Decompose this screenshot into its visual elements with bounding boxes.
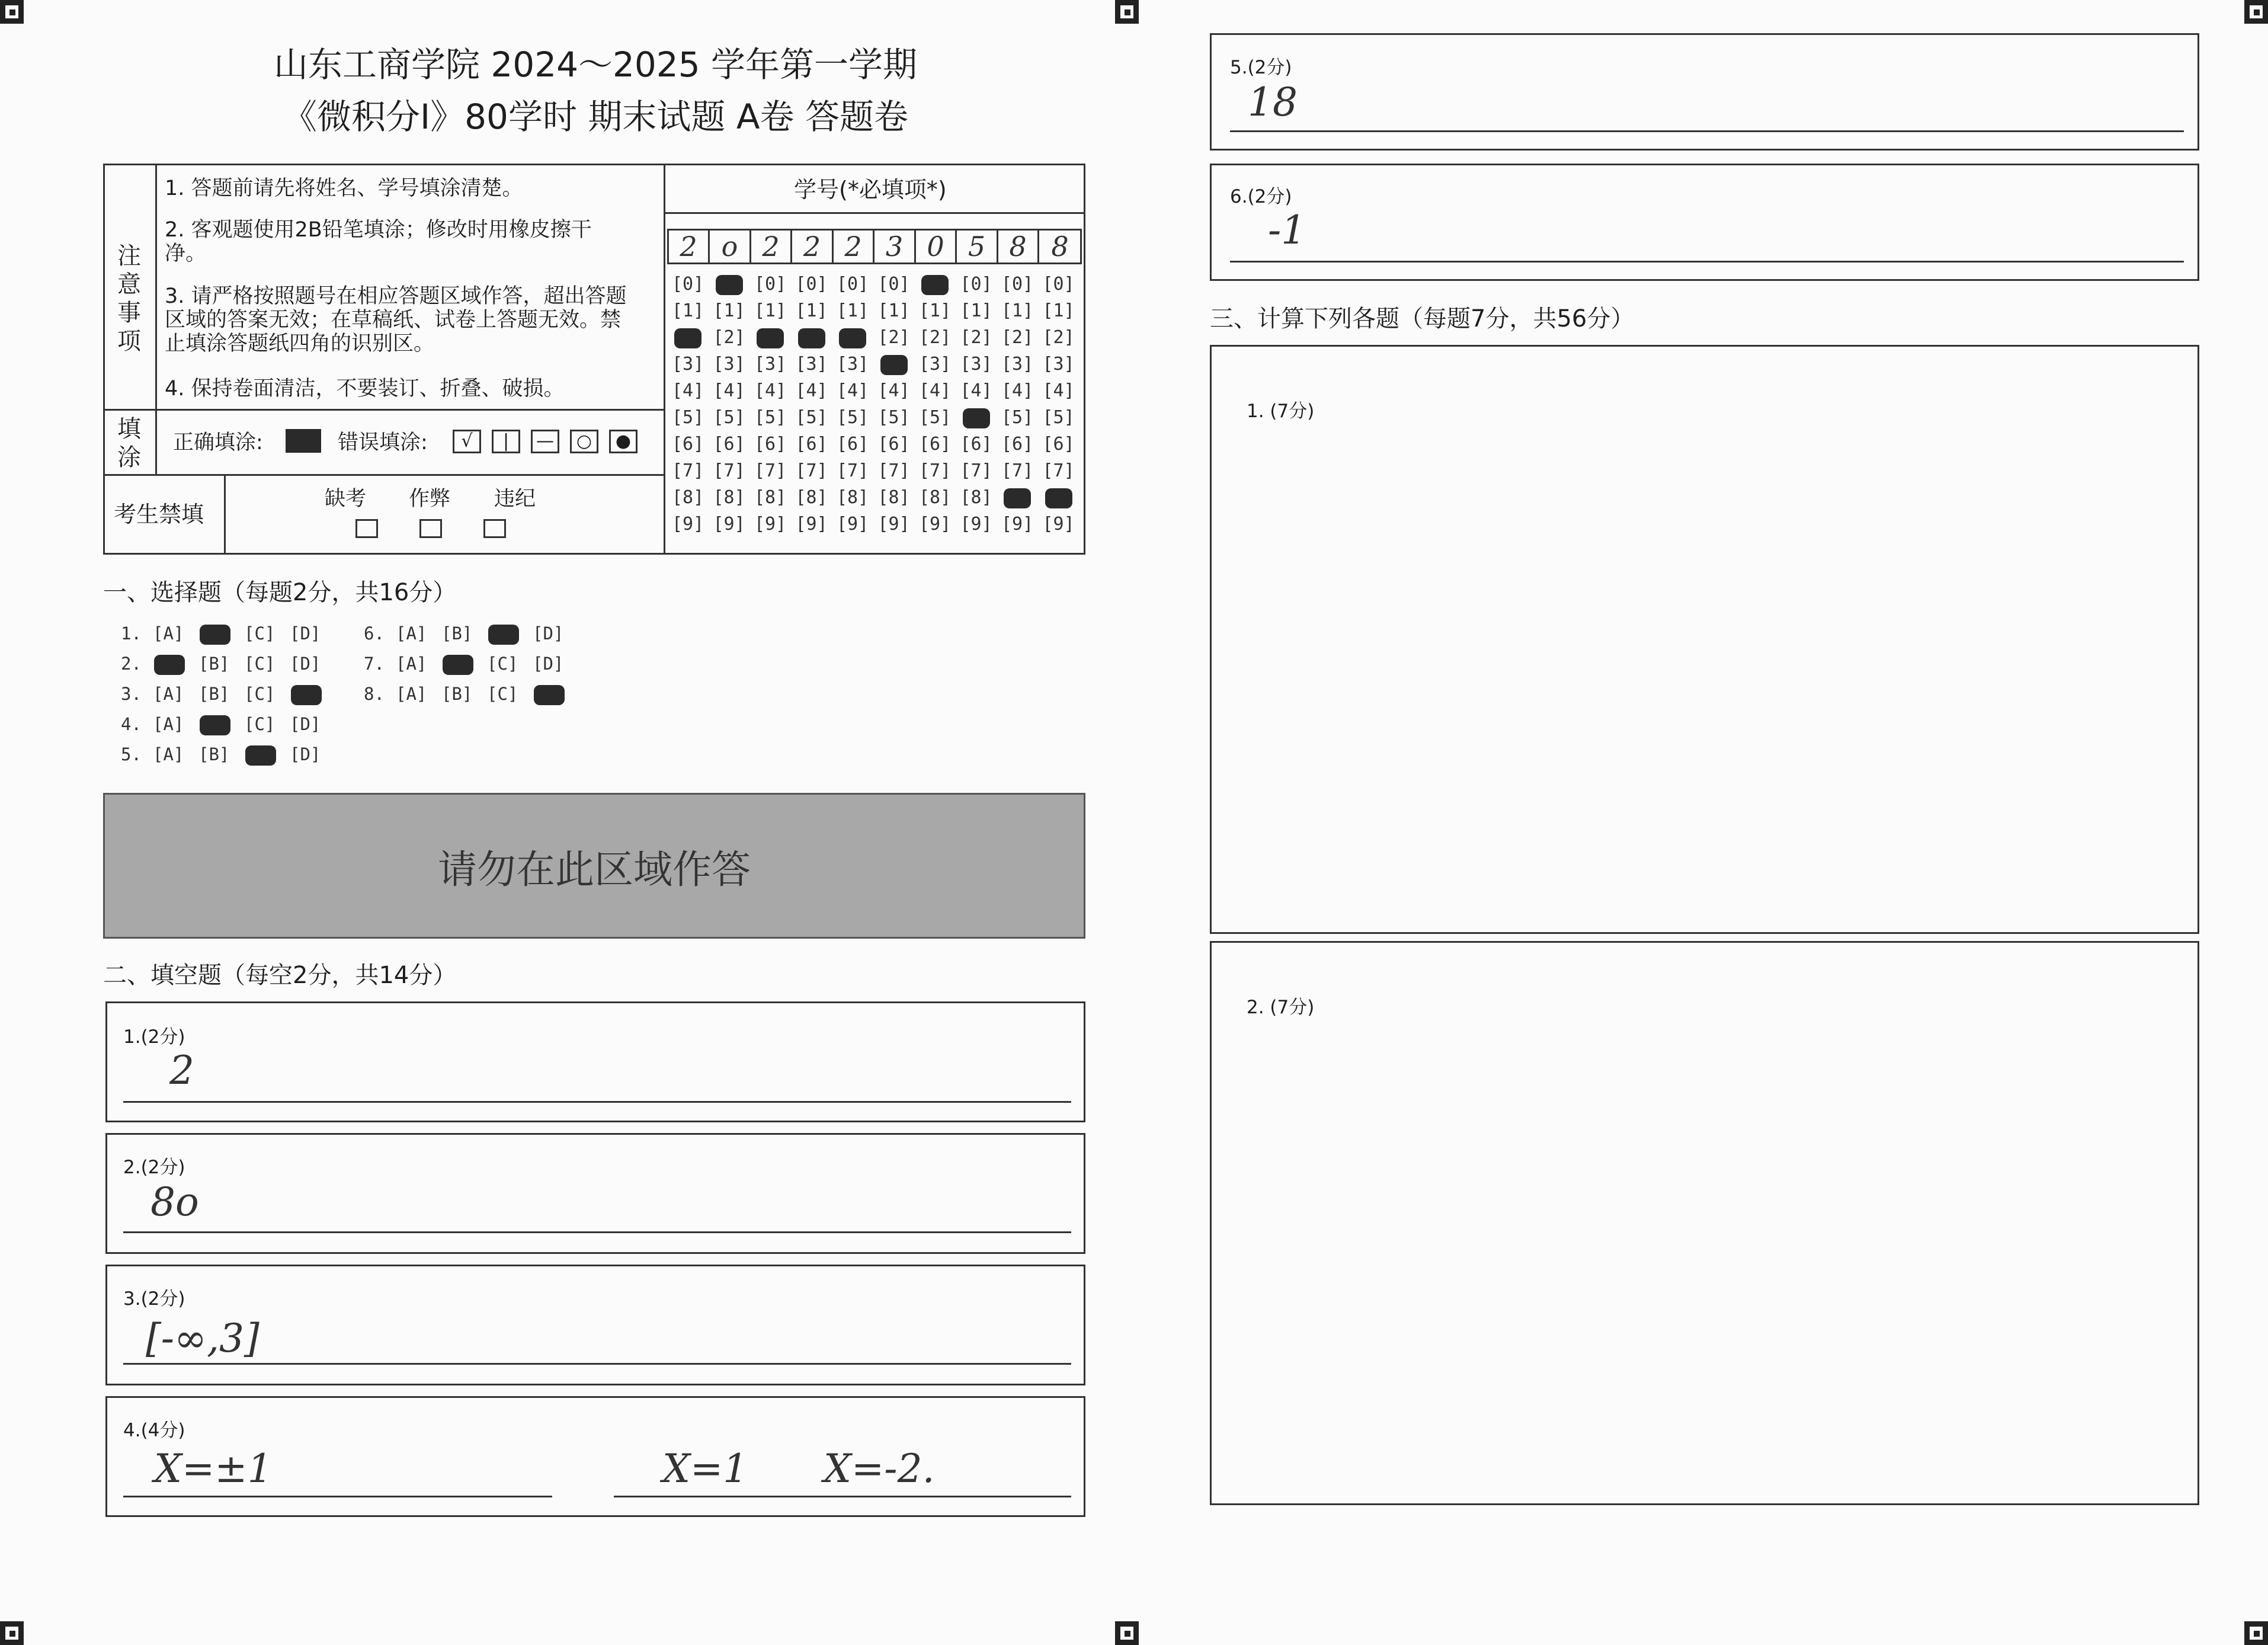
student-id-bubble[interactable]: [2] [713,327,745,348]
student-id-bubble[interactable]: [6] [877,434,910,455]
mcq-option[interactable]: [C] [487,654,518,674]
student-id-bubble[interactable]: [7] [1042,460,1075,481]
fill-blank-q4-label: 4.(4分) [123,1420,185,1441]
fill-blank-q3-label: 3.(2分) [123,1288,185,1310]
mcq-option-filled[interactable] [200,625,230,645]
mcq-option-filled[interactable] [245,745,276,766]
student-id-bubble[interactable]: [6] [1001,434,1034,455]
mcq-option[interactable]: [B] [198,684,230,704]
student-id-bubble-filled[interactable] [798,328,825,348]
mcq-option[interactable]: [C] [487,684,518,704]
mcq-option[interactable]: [A] [153,744,184,764]
proctor-cheat-checkbox[interactable] [419,519,442,538]
student-id-bubble[interactable]: [9] [713,514,745,535]
student-id-digit-cell: 2 [834,230,874,263]
mcq-question-number: 2. [121,654,142,674]
corner-mark-top-middle [1115,0,1139,24]
proctor-violation-checkbox[interactable] [483,519,506,538]
wrong-fill-dot: ● [609,430,638,453]
student-id-bubble[interactable]: [4] [960,380,992,401]
student-id-bubble[interactable]: [6] [672,434,704,455]
fill-blank-q1-box[interactable] [105,1001,1085,1122]
proctor-label: 考生禁填 [114,501,204,527]
mcq-option[interactable]: [D] [533,623,564,644]
wrong-fill-circle: ○ [570,430,598,453]
mcq-option[interactable]: [D] [290,744,321,764]
fill-blank-q6-box[interactable] [1210,164,2199,281]
fill-blank-q5-label: 5.(2分) [1230,57,1292,78]
student-id-bubble[interactable]: [5] [672,407,704,428]
correct-fill-label: 正确填涂: [173,431,263,455]
mcq-question-number: 5. [121,744,142,764]
student-id-bubble[interactable]: [7] [795,460,828,481]
proctor-absent-checkbox[interactable] [355,519,378,538]
section2-title: 二、填空题（每空2分，共14分） [103,962,457,989]
proctor-cheat-label: 作弊 [409,487,451,511]
student-id-bubble[interactable]: [5] [1042,407,1075,428]
student-id-bubble[interactable]: [3] [672,354,704,375]
student-id-bubble[interactable]: [3] [795,354,828,375]
mcq-question-number: 4. [121,714,142,734]
student-id-bubble[interactable]: [2] [1042,327,1075,348]
student-id-bubble[interactable]: [4] [713,380,745,401]
student-id-bubble[interactable]: [1] [795,300,828,321]
mcq-option[interactable]: [B] [198,654,230,674]
student-id-bubble[interactable]: [7] [713,460,745,481]
student-id-bubble-filled[interactable] [963,408,990,428]
mcq-option[interactable]: [A] [396,684,427,704]
exam-title-line1: 山东工商学院 2024～2025 学年第一学期 [273,44,918,85]
student-id-bubble[interactable]: [7] [837,460,869,481]
student-id-bubble[interactable]: [9] [919,514,952,535]
student-id-bubble[interactable]: [9] [1042,514,1075,535]
student-id-digit-cell: 8 [1051,231,1069,263]
student-id-bubble[interactable]: [7] [1001,460,1034,481]
fill-blank-q4-answer-b: X=1 [662,1446,748,1492]
student-id-bubble-filled[interactable] [880,355,908,375]
student-id-bubble[interactable]: [1] [1042,300,1075,321]
student-id-bubble[interactable]: [5] [713,407,745,428]
mcq-option[interactable]: [A] [396,654,427,674]
mcq-question-number: 6. [364,623,385,644]
student-id-bubble[interactable]: [1] [1001,300,1034,321]
student-id-bubble[interactable]: [9] [837,514,869,535]
no-answer-zone: 请勿在此区域作答 [103,793,1085,939]
proctor-absent-label: 缺考 [325,487,367,511]
student-id-bubble-filled[interactable] [839,328,866,348]
mcq-option[interactable]: [B] [441,623,473,644]
student-id-bubble-filled[interactable] [1045,488,1072,508]
student-id-bubble[interactable]: [4] [1042,380,1075,401]
student-id-bubble[interactable]: [9] [1001,514,1034,535]
fill-blank-q5-box[interactable] [1210,33,2199,151]
student-id-bubble[interactable]: [1] [960,300,992,321]
student-id-bubble[interactable]: [3] [754,354,787,375]
notice-item-2: 2. 客观题使用2B铅笔填涂；修改时用橡皮擦干净。 [165,218,592,265]
wrong-fill-label: 错误填涂: [338,431,428,455]
student-id-bubble-filled[interactable] [1004,488,1031,508]
student-id-bubble[interactable]: [2] [877,327,910,348]
student-id-bubble[interactable]: [4] [795,380,828,401]
mcq-option-filled[interactable] [488,625,519,645]
mcq-option[interactable]: [D] [290,654,321,674]
section1-title: 一、选择题（每题2分，共16分） [103,579,457,606]
student-id-bubble-filled[interactable] [921,275,949,295]
student-id-bubble[interactable]: [8] [837,487,869,508]
student-id-bubble[interactable]: [0] [877,274,910,295]
student-id-digit-cell: 2 [669,230,710,263]
calc-q2-box[interactable] [1210,941,2199,1505]
student-id-bubble[interactable]: [6] [1042,434,1075,455]
student-id-bubble[interactable]: [5] [919,407,952,428]
mcq-option[interactable]: [D] [533,654,564,674]
mcq-option-filled[interactable] [291,685,322,705]
proctor-violation-label: 违纪 [494,487,536,511]
mcq-option[interactable]: [C] [244,684,276,704]
correct-fill-sample [286,429,321,453]
student-id-bubble[interactable]: [0] [754,274,787,295]
mcq-option[interactable]: [C] [244,623,276,644]
fill-blank-q2-answer: 8o [150,1179,199,1225]
student-id-digit-cell: 2 [793,230,834,263]
student-id-digit-cell: o [710,230,751,263]
student-id-bubble[interactable]: [3] [960,354,992,375]
corner-mark-bottom-right [2244,1621,2268,1645]
student-id-bubble[interactable]: [3] [1042,354,1075,375]
student-id-bubble[interactable]: [2] [960,327,992,348]
student-id-bubble[interactable]: [7] [672,460,704,481]
mcq-option[interactable]: [B] [198,744,230,764]
student-id-bubble[interactable]: [7] [919,460,952,481]
mcq-option[interactable]: [C] [244,654,276,674]
mcq-option[interactable]: [D] [290,714,321,734]
student-id-bubble[interactable]: [6] [795,434,828,455]
student-id-bubble[interactable]: [1] [672,300,704,321]
student-id-bubble[interactable]: [8] [672,487,704,508]
student-id-bubble[interactable]: [6] [919,434,952,455]
fill-blank-q3-answer: [-∞,3] [146,1316,260,1361]
student-id-bubble-filled[interactable] [674,328,701,348]
student-id-bubble[interactable]: [4] [672,380,704,401]
fill-blank-q4-answer-c: X=-2. [824,1446,935,1492]
mcq-option-filled[interactable] [154,655,185,675]
student-id-bubble[interactable]: [8] [713,487,745,508]
student-id-bubble[interactable]: [1] [837,300,869,321]
corner-mark-top-right [2244,0,2268,24]
exam-title-line2: 《微积分Ⅰ》80学时 期末试题 A卷 答题卷 [283,97,908,137]
mcq-option-filled[interactable] [443,655,473,675]
student-id-label: 学号(*必填项*) [794,177,947,203]
student-id-bubble[interactable]: [6] [960,434,992,455]
student-id-bubble[interactable]: [2] [1001,327,1034,348]
wrong-fill-check: √ [453,430,481,453]
student-id-bubble[interactable]: [0] [672,274,704,295]
mcq-option[interactable]: [C] [244,714,276,734]
fill-blank-q1-answer: 2 [169,1048,194,1093]
student-id-bubble[interactable]: [3] [919,354,952,375]
student-id-bubble[interactable]: [5] [754,407,787,428]
student-id-bubble[interactable]: [1] [754,300,787,321]
student-id-bubble[interactable]: [4] [754,380,787,401]
fill-blank-q2-box[interactable] [105,1133,1085,1254]
fill-blank-q4-answer-a: X=±1 [154,1446,273,1492]
student-id-bubble[interactable]: [8] [919,487,952,508]
student-id-bubble[interactable]: [7] [877,460,910,481]
calc-q1-label: 1. (7分) [1247,401,1315,422]
student-id-bubble-filled[interactable] [716,275,743,295]
student-id-bubble[interactable]: [7] [960,460,992,481]
mcq-option[interactable]: [A] [153,714,184,734]
student-id-bubble[interactable]: [1] [713,300,745,321]
student-id-bubble[interactable]: [8] [960,487,992,508]
student-id-bubble[interactable]: [9] [754,514,787,535]
mcq-question-number: 3. [121,684,142,704]
student-id-bubble[interactable]: [9] [795,514,828,535]
student-id-bubble[interactable]: [3] [1001,354,1034,375]
student-id-bubble[interactable]: [4] [1001,380,1034,401]
mcq-option[interactable]: [B] [441,684,473,704]
student-id-bubble[interactable]: [8] [877,487,910,508]
fill-blank-q6-label: 6.(2分) [1230,186,1292,207]
student-id-bubble[interactable]: [5] [877,407,910,428]
mcq-question-number: 7. [364,654,385,674]
student-id-bubble[interactable]: [4] [919,380,952,401]
corner-mark-bottom-left [0,1621,24,1645]
student-id-bubble[interactable]: [3] [837,354,869,375]
student-id-bubble[interactable]: [0] [1001,274,1034,295]
notice-side-label: 注意事项 [117,242,141,355]
fill-blank-q5-answer: 18 [1248,79,1298,125]
wrong-fill-dash: — [531,430,559,453]
mcq-option-filled[interactable] [200,715,230,735]
notice-item-1: 1. 答题前请先将姓名、学号填涂清楚。 [165,177,523,200]
notice-item-4: 4. 保持卷面清洁，不要装订、折叠、破损。 [165,377,565,401]
student-id-bubble[interactable]: [1] [877,300,910,321]
mcq-option[interactable]: [A] [153,684,184,704]
calc-q1-box[interactable] [1210,345,2199,934]
mcq-option[interactable]: [A] [153,623,184,644]
mcq-option-filled[interactable] [534,685,565,705]
student-id-bubble[interactable]: [3] [713,354,745,375]
student-id-digit-cell: 3 [875,230,916,263]
student-id-bubble[interactable]: [6] [837,434,869,455]
student-id-bubble[interactable]: [8] [795,487,828,508]
calc-q2-label: 2. (7分) [1247,997,1315,1018]
student-id-bubble[interactable]: [4] [877,380,910,401]
student-id-bubble[interactable]: [5] [1001,407,1034,428]
student-id-bubble[interactable]: [7] [754,460,787,481]
section3-title: 三、计算下列各题（每题7分，共56分） [1210,305,1635,332]
student-id-digit-cell: 5 [957,230,998,263]
corner-mark-top-left [0,0,24,24]
mcq-option[interactable]: [A] [396,623,427,644]
student-id-bubble[interactable]: [4] [837,380,869,401]
student-id-bubble[interactable]: [0] [837,274,869,295]
wrong-fill-bar: | [492,430,520,453]
fill-blank-q2-label: 2.(2分) [123,1157,185,1178]
student-id-digit-cell: 0 [916,230,957,263]
corner-mark-bottom-middle [1115,1621,1139,1645]
mcq-option[interactable]: [D] [290,623,321,644]
student-id-bubble-filled[interactable] [757,328,784,348]
student-id-bubble[interactable]: [8] [754,487,787,508]
student-id-bubble[interactable]: [1] [919,300,952,321]
student-id-bubble[interactable]: [0] [795,274,828,295]
fill-blank-q1-label: 1.(2分) [123,1026,185,1048]
student-id-bubble[interactable]: [6] [713,434,745,455]
student-id-digit-cell: 2 [751,230,792,263]
student-id-bubble[interactable]: [5] [795,407,828,428]
student-id-bubble[interactable]: [0] [1042,274,1075,295]
student-id-bubble[interactable]: [9] [877,514,910,535]
student-id-bubble[interactable]: [9] [672,514,704,535]
notice-item-3: 3. 请严格按照题号在相应答题区域作答，超出答题区域的答案无效；在草稿纸、试卷上答题无效。禁止填涂答题纸四角的识别区。 [165,284,627,356]
student-id-bubble[interactable]: [6] [754,434,787,455]
fill-blank-q6-answer: -1 [1268,207,1306,253]
student-id-digit-cell: 8 [998,230,1039,263]
mcq-question-number: 8. [364,684,385,704]
student-id-bubble[interactable]: [5] [837,407,869,428]
student-id-bubble[interactable]: [2] [919,327,952,348]
student-id-bubble[interactable]: [0] [960,274,992,295]
student-id-bubble[interactable]: [9] [960,514,992,535]
mcq-question-number: 1. [121,623,142,644]
fill-side-label: 填涂 [117,415,141,471]
